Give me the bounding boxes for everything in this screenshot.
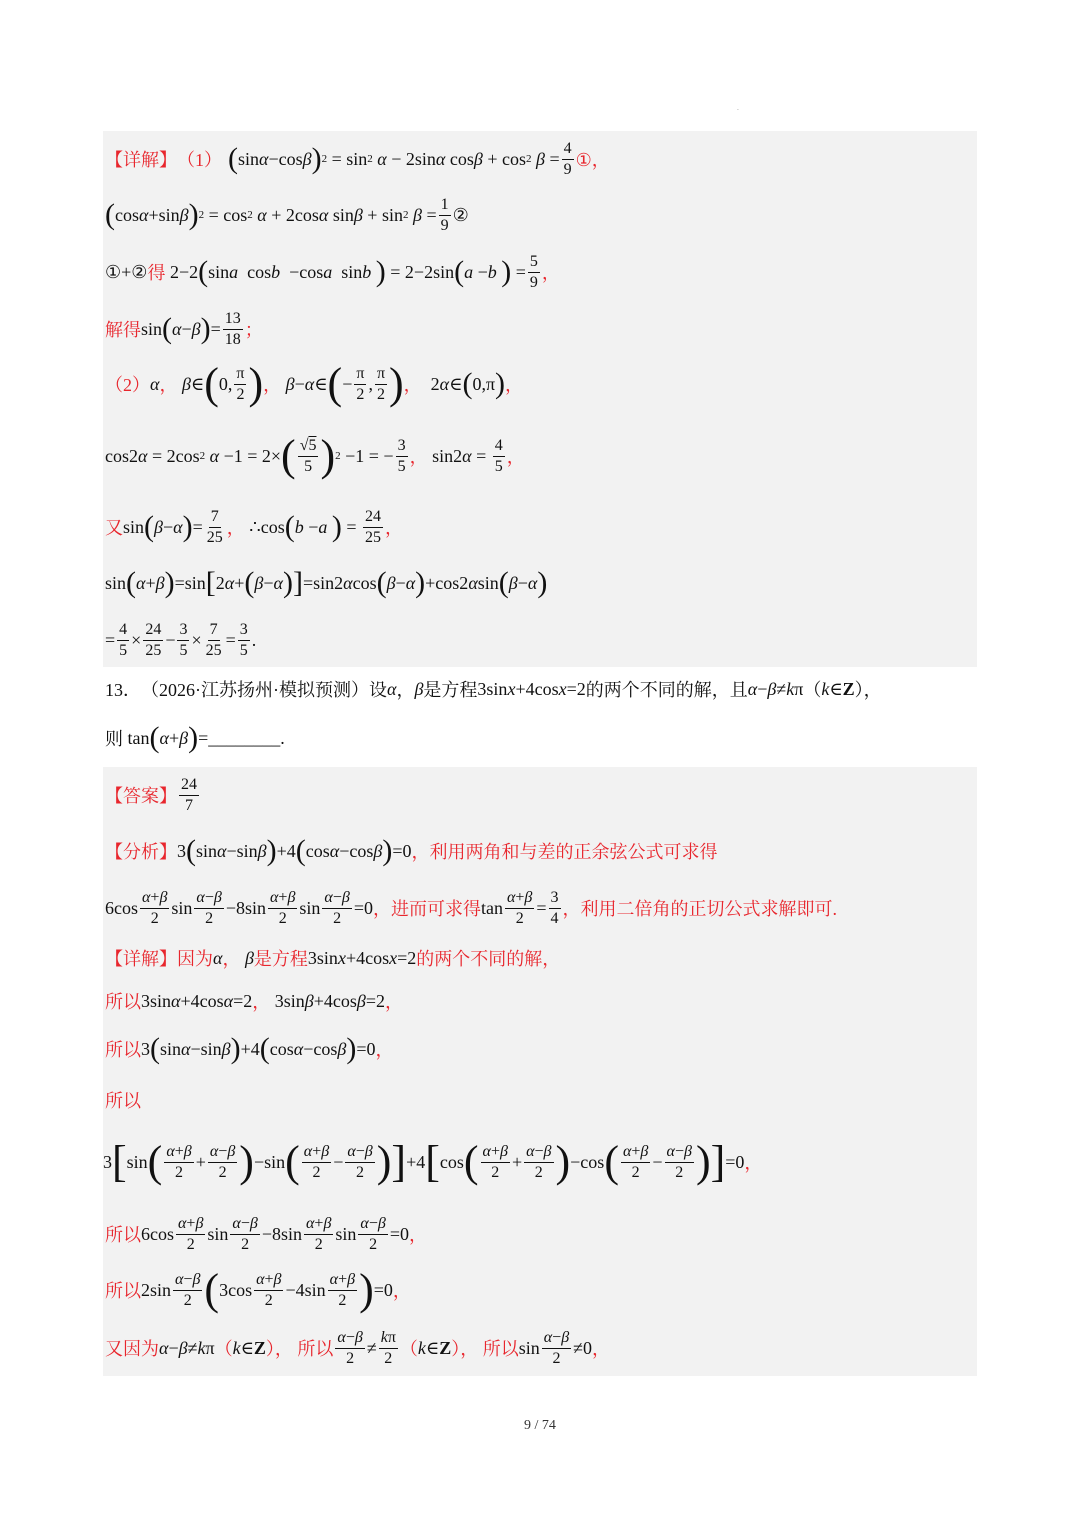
eq-line-9: = $\frac{4}{5}$ × $\frac{24}{25}$ − $\frac{3}{5}$ × $\frac{7}{25}$ = $\frac{3}{5}$ .: [105, 620, 257, 659]
eq1-fraction: $\frac{4}{9}$: [563, 139, 572, 178]
eq-line-3: ①+② 得 2−2 ( sin a cos b −cos a sin b ) = 2−2sin ( a − b ) = $\frac{5}{9}$ ，: [105, 252, 560, 291]
question-source: （2026·江苏扬州·模拟预测）: [141, 680, 369, 700]
eq3-prefix: ①+②: [105, 261, 148, 282]
question-13-line-2: 则 tan ( α + β ) = ________.: [105, 721, 285, 754]
eq4-semicolon: ；: [244, 320, 263, 340]
eq2-mark: ②: [452, 204, 469, 225]
answer-line: [105, 775, 201, 815]
detail-line-4: 所以: [105, 1091, 141, 1111]
eq-line-8: sin ( α + β ) =sin [ 2 α + ( β − α ) ] =sin2 α cos ( β − α ) +cos2 α sin ( β − α ): [105, 566, 548, 599]
part1-label: （1）: [177, 150, 222, 170]
answer-blank[interactable]: ________.: [208, 727, 285, 748]
eq7-prefix: 又: [105, 518, 123, 538]
question-number: 13．: [105, 680, 141, 700]
eq-line-7: 又 sin ( β − α ) = $\frac{7}{25}$ ， ∴cos ( b − a ) = $\frac{24}{25}$ ，: [105, 507, 404, 546]
header-stamp: ·: [737, 107, 739, 114]
analysis-tag: 【分析】: [105, 842, 177, 862]
detail-line-3: 所以 3 ( sin α −sin β ) +4 ( cos α −cos β ) =0 ，: [105, 1032, 394, 1065]
detail-line-6: 所以 6cos $\frac{\alpha+\beta}{2}$ sin $\frac{\alpha-\beta}{2}$ −8sin $\frac{\alpha+\beta}{2}$ sin $\frac{\alpha-\beta}{2}$ =0 ，: [105, 1214, 427, 1253]
eq3-fraction: $\frac{5}{9}$: [529, 252, 538, 291]
eq-line-4: 解得 sin ( α − β ) = $\frac{13}{18}$ ；: [105, 309, 263, 348]
eq4-prefix: 解得: [105, 320, 141, 340]
eq3-de: 得: [147, 263, 166, 283]
page-number: 9 / 74: [524, 1418, 556, 1433]
eq4-fraction: $\frac{13}{18}$: [224, 309, 241, 348]
eq-line-5: （2） α ， β ∈ ( 0, $\frac{\pi}{2}$ ) ， β − α ∈ ( − $\frac{\pi}{2}$ , $\frac{\pi}{2}$ ) ， 2 α ∈ ( 0,π ) ，: [105, 359, 524, 408]
detail-tag-2: 【详解】: [105, 949, 177, 969]
detail-line-7: 所以 2sin $\frac{\alpha-\beta}{2}$ ( 3cos $\frac{\alpha+\beta}{2}$ −4sin $\frac{\alpha+\beta}{2}$ ) =0 ，: [105, 1265, 411, 1314]
eq6-sqrt: 5: [308, 436, 317, 454]
analysis-line-2: 6cos $\frac{\alpha+\beta}{2}$ sin $\frac{\alpha-\beta}{2}$ −8sin $\frac{\alpha+\beta}{2}$ sin $\frac{\alpha-\beta}{2}$ =0 ，进而可求得 tan $\frac{\alpha+\beta}{2}$ = $\frac{3}{4}$ ，利用二倍角的正切公式求解即可.: [105, 888, 838, 927]
eq-line-1: 【详解】 （1） ( sin α −cos β ) 2 = sin 2 α − 2sin α cos β + cos 2 β = $\frac{4}{9}$ ①，: [105, 139, 610, 178]
eq3-comma: ，: [541, 263, 560, 283]
question-13-line-1: 13． （2026·江苏扬州·模拟预测） 设 α ， β 是方程 3sin x +4cos x =2 的两个不同的解，且 α − β ≠ k π （ k ∈ Z ），: [105, 669, 882, 709]
eq1-mark: ①，: [575, 150, 610, 170]
detail-line-1: 【详解】 因为 α ， β 是方程 3sin x +4cos x =2 的两个不同的解，: [105, 938, 560, 978]
part2-label: （2）: [105, 375, 150, 395]
detail-line-8: 又因为 α − β ≠ k π （ k ∈ Z ）， 所以 $\frac{\alpha-\beta}{2}$ ≠ $\frac{k\pi}{2}$ （ k ∈ Z ）， 所以 sin $\frac{\alpha-\beta}{2}$ ≠0 ，: [105, 1328, 611, 1367]
analysis-line-1: 【分析】 3 ( sin α −sin β ) +4 ( cos α −cos β ) =0 ，利用两角和与差的正余弦公式可求得: [105, 834, 718, 867]
detail-line-5: 3 [ sin ( $\frac{\alpha+\beta}{2}$ + $\frac{\alpha-\beta}{2}$ ) −sin ( $\frac{\alpha+\beta}{2}$ − $\frac{\alpha-\beta}{2}$ ) ] +4 [ cos ( $\frac{\alpha+\beta}{2}$ + $\frac{\alpha-\beta}{2}$ ) −cos ( $\frac{\alpha+\beta}{2}$ − $\frac{\alpha-\beta}{2}$ ) ] =0 ，: [103, 1137, 763, 1186]
detail-tag: 【详解】: [105, 150, 177, 170]
answer-fraction: $\frac{24}{7}$: [181, 775, 197, 814]
detail-line-2: 所以 3sin α +4cos α =2 ， 3sin β +4cos β =2 ，: [105, 990, 403, 1012]
eq2-fraction: $\frac{1}{9}$: [440, 195, 449, 234]
eq-line-6: cos2 α = 2cos 2 α −1 = 2× ( $\frac{√5}{5}$ ) 2 −1 = − $\frac{3}{5}$ ， sin2 α = $\frac{4}{5}$ ，: [105, 431, 525, 480]
answer-tag: 【答案】: [105, 786, 177, 806]
eq-line-2: ( cos α +sin β ) 2 = cos 2 α + 2cos α sin β + sin 2 β = $\frac{1}{9}$ ②: [105, 195, 469, 234]
